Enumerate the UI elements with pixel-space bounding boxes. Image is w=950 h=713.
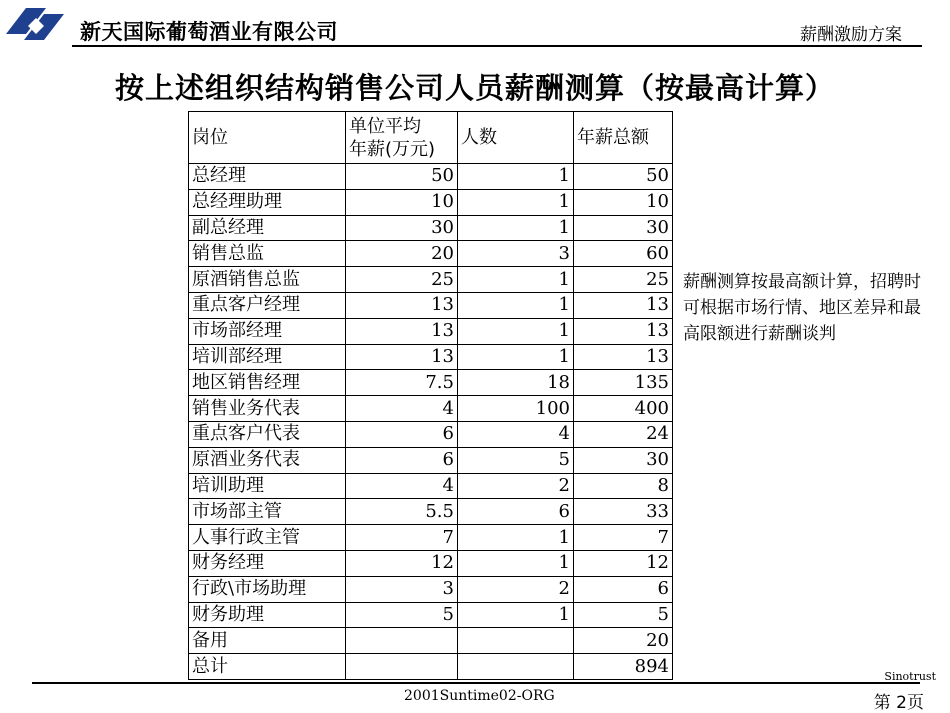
- footer-divider: [32, 682, 920, 684]
- value-cell: 100: [458, 396, 574, 422]
- value-cell: 1: [458, 602, 574, 628]
- value-cell: 30: [574, 447, 673, 473]
- table-row: [189, 654, 673, 680]
- position-cell: 人事行政主管: [189, 525, 346, 551]
- value-cell: 13: [346, 344, 458, 370]
- value-cell: 135: [574, 370, 673, 396]
- value-cell: 6: [346, 421, 458, 447]
- column-header: 人数: [458, 112, 574, 164]
- value-cell: 1: [458, 550, 574, 576]
- value-cell: 12: [574, 550, 673, 576]
- table-row: [189, 189, 673, 215]
- value-cell: 1: [458, 164, 574, 190]
- value-cell: 5: [574, 602, 673, 628]
- table-row: [189, 396, 673, 422]
- value-cell: 7: [574, 525, 673, 551]
- position-cell: 总经理助理: [189, 189, 346, 215]
- table-row: [189, 576, 673, 602]
- salary-note: 薪酬测算按最高额计算，招聘时可根据市场行情、地区差异和最高限额进行薪酬谈判: [683, 272, 921, 344]
- value-cell: 3: [458, 241, 574, 267]
- value-cell: 33: [574, 499, 673, 525]
- value-cell: 50: [346, 164, 458, 190]
- table-row: [189, 628, 673, 654]
- position-cell: 重点客户经理: [189, 292, 346, 318]
- position-cell: 地区销售经理: [189, 370, 346, 396]
- position-cell: 重点客户代表: [189, 421, 346, 447]
- value-cell: 30: [346, 215, 458, 241]
- table-row: [189, 499, 673, 525]
- value-cell: 13: [574, 292, 673, 318]
- value-cell: 5.5: [346, 499, 458, 525]
- value-cell: 4: [346, 473, 458, 499]
- table-header-row: [189, 112, 673, 164]
- value-cell: 1: [458, 525, 574, 551]
- footer-brand: Sinotrust: [884, 670, 936, 683]
- value-cell: 13: [574, 318, 673, 344]
- value-cell: 18: [458, 370, 574, 396]
- table-body: [189, 164, 673, 680]
- value-cell: 13: [574, 344, 673, 370]
- value-cell: 5: [346, 602, 458, 628]
- value-cell: 1: [458, 267, 574, 293]
- position-cell: 销售业务代表: [189, 396, 346, 422]
- value-cell: 3: [346, 576, 458, 602]
- position-cell: 行政\市场助理: [189, 576, 346, 602]
- value-cell: 50: [574, 164, 673, 190]
- value-cell: 1: [458, 292, 574, 318]
- value-cell: 25: [346, 267, 458, 293]
- position-cell: 原酒销售总监: [189, 267, 346, 293]
- table-row: [189, 318, 673, 344]
- slide-title: 按上述组织结构销售公司人员薪酬测算（按最高计算）: [114, 71, 835, 105]
- value-cell: 4: [458, 421, 574, 447]
- position-cell: 财务助理: [189, 602, 346, 628]
- column-header: 岗位: [189, 112, 346, 164]
- header-divider: [72, 45, 922, 47]
- table-row: [189, 292, 673, 318]
- value-cell: 24: [574, 421, 673, 447]
- position-cell: 财务经理: [189, 550, 346, 576]
- value-cell: 6: [574, 576, 673, 602]
- value-cell: 2: [458, 576, 574, 602]
- position-cell: 总计: [189, 654, 346, 680]
- document-title: 薪酬激励方案: [800, 25, 902, 45]
- value-cell: 20: [346, 241, 458, 267]
- value-cell: 13: [346, 318, 458, 344]
- table-row: [189, 525, 673, 551]
- column-header: 年薪总额: [574, 112, 673, 164]
- value-cell: 5: [458, 447, 574, 473]
- value-cell: [458, 654, 574, 680]
- table-row: [189, 370, 673, 396]
- position-cell: 原酒业务代表: [189, 447, 346, 473]
- value-cell: 894: [574, 654, 673, 680]
- position-cell: 市场部主管: [189, 499, 346, 525]
- value-cell: 20: [574, 628, 673, 654]
- position-cell: 销售总监: [189, 241, 346, 267]
- table-row: [189, 267, 673, 293]
- value-cell: 400: [574, 396, 673, 422]
- value-cell: 6: [458, 499, 574, 525]
- value-cell: [346, 628, 458, 654]
- table-row: [189, 602, 673, 628]
- value-cell: 6: [346, 447, 458, 473]
- value-cell: 30: [574, 215, 673, 241]
- company-name: 新天国际葡萄酒业有限公司: [80, 20, 338, 44]
- page-number: 第 2页: [873, 693, 924, 713]
- table-row: [189, 473, 673, 499]
- value-cell: [458, 628, 574, 654]
- value-cell: 1: [458, 215, 574, 241]
- position-cell: 培训部经理: [189, 344, 346, 370]
- value-cell: 7.5: [346, 370, 458, 396]
- value-cell: 1: [458, 344, 574, 370]
- value-cell: 13: [346, 292, 458, 318]
- company-logo: [4, 4, 66, 44]
- table-row: [189, 421, 673, 447]
- value-cell: 60: [574, 241, 673, 267]
- table-row: [189, 344, 673, 370]
- table-row: [189, 447, 673, 473]
- value-cell: 25: [574, 267, 673, 293]
- salary-table: [188, 111, 673, 680]
- column-header: 单位平均 年薪(万元): [346, 112, 458, 164]
- value-cell: 1: [458, 189, 574, 215]
- value-cell: 10: [346, 189, 458, 215]
- footer-code: 2001Suntime02-ORG: [404, 688, 555, 704]
- value-cell: 2: [458, 473, 574, 499]
- table-row: [189, 241, 673, 267]
- value-cell: 10: [574, 189, 673, 215]
- value-cell: [346, 654, 458, 680]
- value-cell: 12: [346, 550, 458, 576]
- position-cell: 总经理: [189, 164, 346, 190]
- value-cell: 7: [346, 525, 458, 551]
- position-cell: 副总经理: [189, 215, 346, 241]
- position-cell: 培训助理: [189, 473, 346, 499]
- position-cell: 备用: [189, 628, 346, 654]
- value-cell: 4: [346, 396, 458, 422]
- table-row: [189, 215, 673, 241]
- table-row: [189, 550, 673, 576]
- value-cell: 1: [458, 318, 574, 344]
- value-cell: 8: [574, 473, 673, 499]
- position-cell: 市场部经理: [189, 318, 346, 344]
- table-row: [189, 164, 673, 190]
